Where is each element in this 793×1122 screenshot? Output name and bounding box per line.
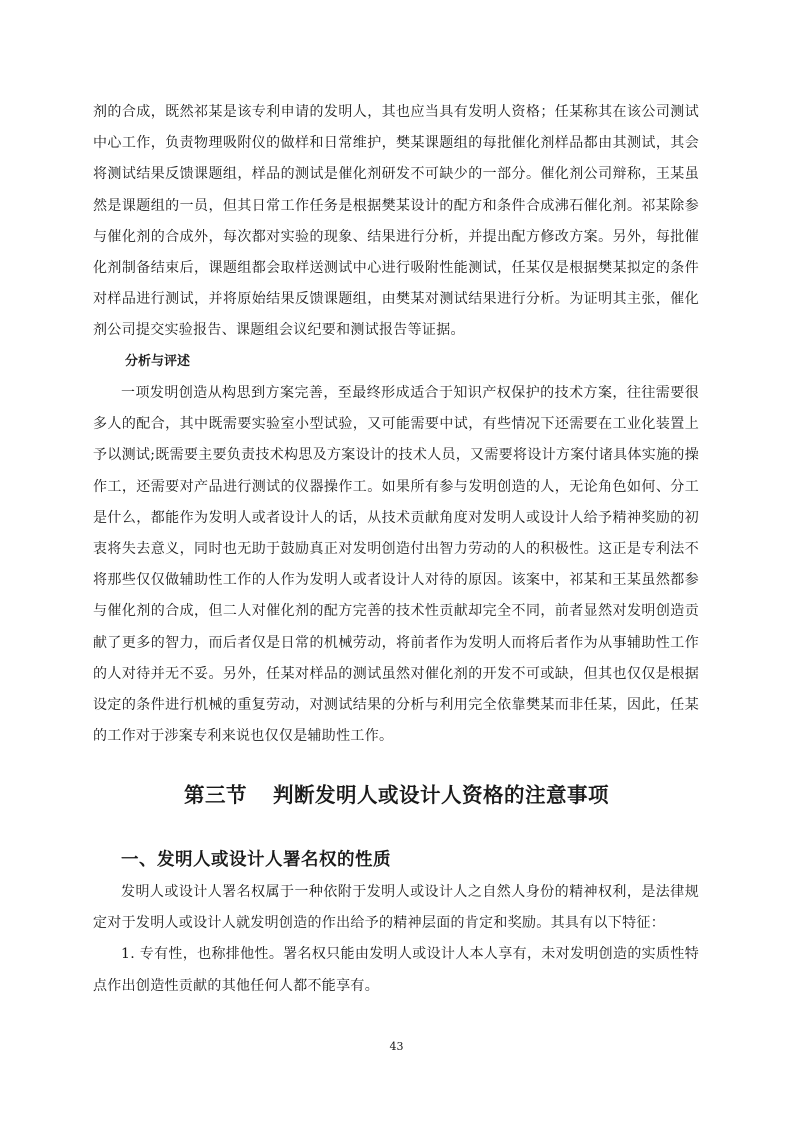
subsection-intro-paragraph: 发明人或设计人署名权属于一种依附于发明人或设计人之自然人身份的精神权利，是法律规定对于发明人或设计人就发明创造的作出给予的精神层面的肯定和奖励。其具有以下特征： — [93, 884, 699, 932]
page-number: 43 — [389, 1040, 404, 1053]
subsection-item-1-paragraph: 1. 专有性，也称排他性。署名权只能由发明人或设计人本人享有，未对发明创造的实质性特点作出创造性贡献的其他任何人都不能享有。 — [93, 946, 699, 994]
case-paragraph-block — [93, 97, 699, 347]
analysis-paragraph: 一项发明创造从构思到方案完善，至最终形成适合于知识产权保护的技术方案，往往需要很多人的配合，其中既需要实验室小型试验，又可能需要中试，有些情况下还需要在工业化装置上予以测试;既需要主要负责技术构思及方案设计的技术人员，又需要将设计方案付诸具体实施的操作工，还需要对产品进行测试的仪器操作工。如果所有参与发明创造的人，无论角色如何、分工是什么，都能作为发明人或者设计人的话，从技术贡献角度对发明人或设计人给予精神奖励的初衷将失去意义，同时也无助于鼓励真正对发明创造付出智力劳动的人的积极性。这正是专利法不将那些仅仅做辅助性工作的人作为发明人或者设计人对待的原因。该案中，祁某和王某虽然都参与催化剂的合成，但二人对催化剂的配方完善的技术性贡献却完全不同，前者显然对发明创造贡献了更多的智力，而后者仅是日常的机械劳动，将前者作为发明人而将后者作为从事辅助性工作的人对待并无不妥。另外，任某对样品的测试虽然对催化剂的开发不可或缺，但其也仅仅是根据设定的条件进行机械的重复劳动，对测试结果的分析与利用完全依靠樊某而非任某，因此，任某的工作对于涉案专利来说也仅仅是辅助性工作。 — [93, 385, 699, 745]
subsection-heading: 一、发明人或设计人署名权的性质 — [121, 850, 391, 870]
analysis-label: 分析与评述 — [125, 354, 191, 369]
analysis-paragraph-block — [93, 378, 699, 752]
section-title: 判断发明人或设计人资格的注意事项 — [273, 783, 609, 807]
subsection-body-block — [93, 877, 699, 1002]
case-continuation-paragraph: 剂的合成，既然祁某是该专利申请的发明人，其也应当具有发明人资格；任某称其在该公司测试中心工作，负责物理吸附仪的做样和日常维护，樊某课题组的每批催化剂样品都由其测试，其会将测试结果反馈课题组，样品的测试是催化剂研发不可缺少的一部分。催化剂公司辩称，王某虽然是课题组的一员，但其日常工作任务是根据樊某设计的配方和条件合成沸石催化剂。祁某除参与催化剂的合成外，每次都对实验的现象、结果进行分析，并提出配方修改方案。另外，每批催化剂制备结束后，课题组都会取样送测试中心进行吸附性能测试，任某仅是根据樊某拟定的条件对样品进行测试，并将原始结果反馈课题组，由樊某对测试结果进行分析。为证明其主张，催化剂公司提交实验报告、课题组会议纪要和测试报告等证据。 — [93, 104, 699, 339]
section-number: 第三节 — [184, 783, 247, 807]
section-heading — [0, 780, 793, 810]
